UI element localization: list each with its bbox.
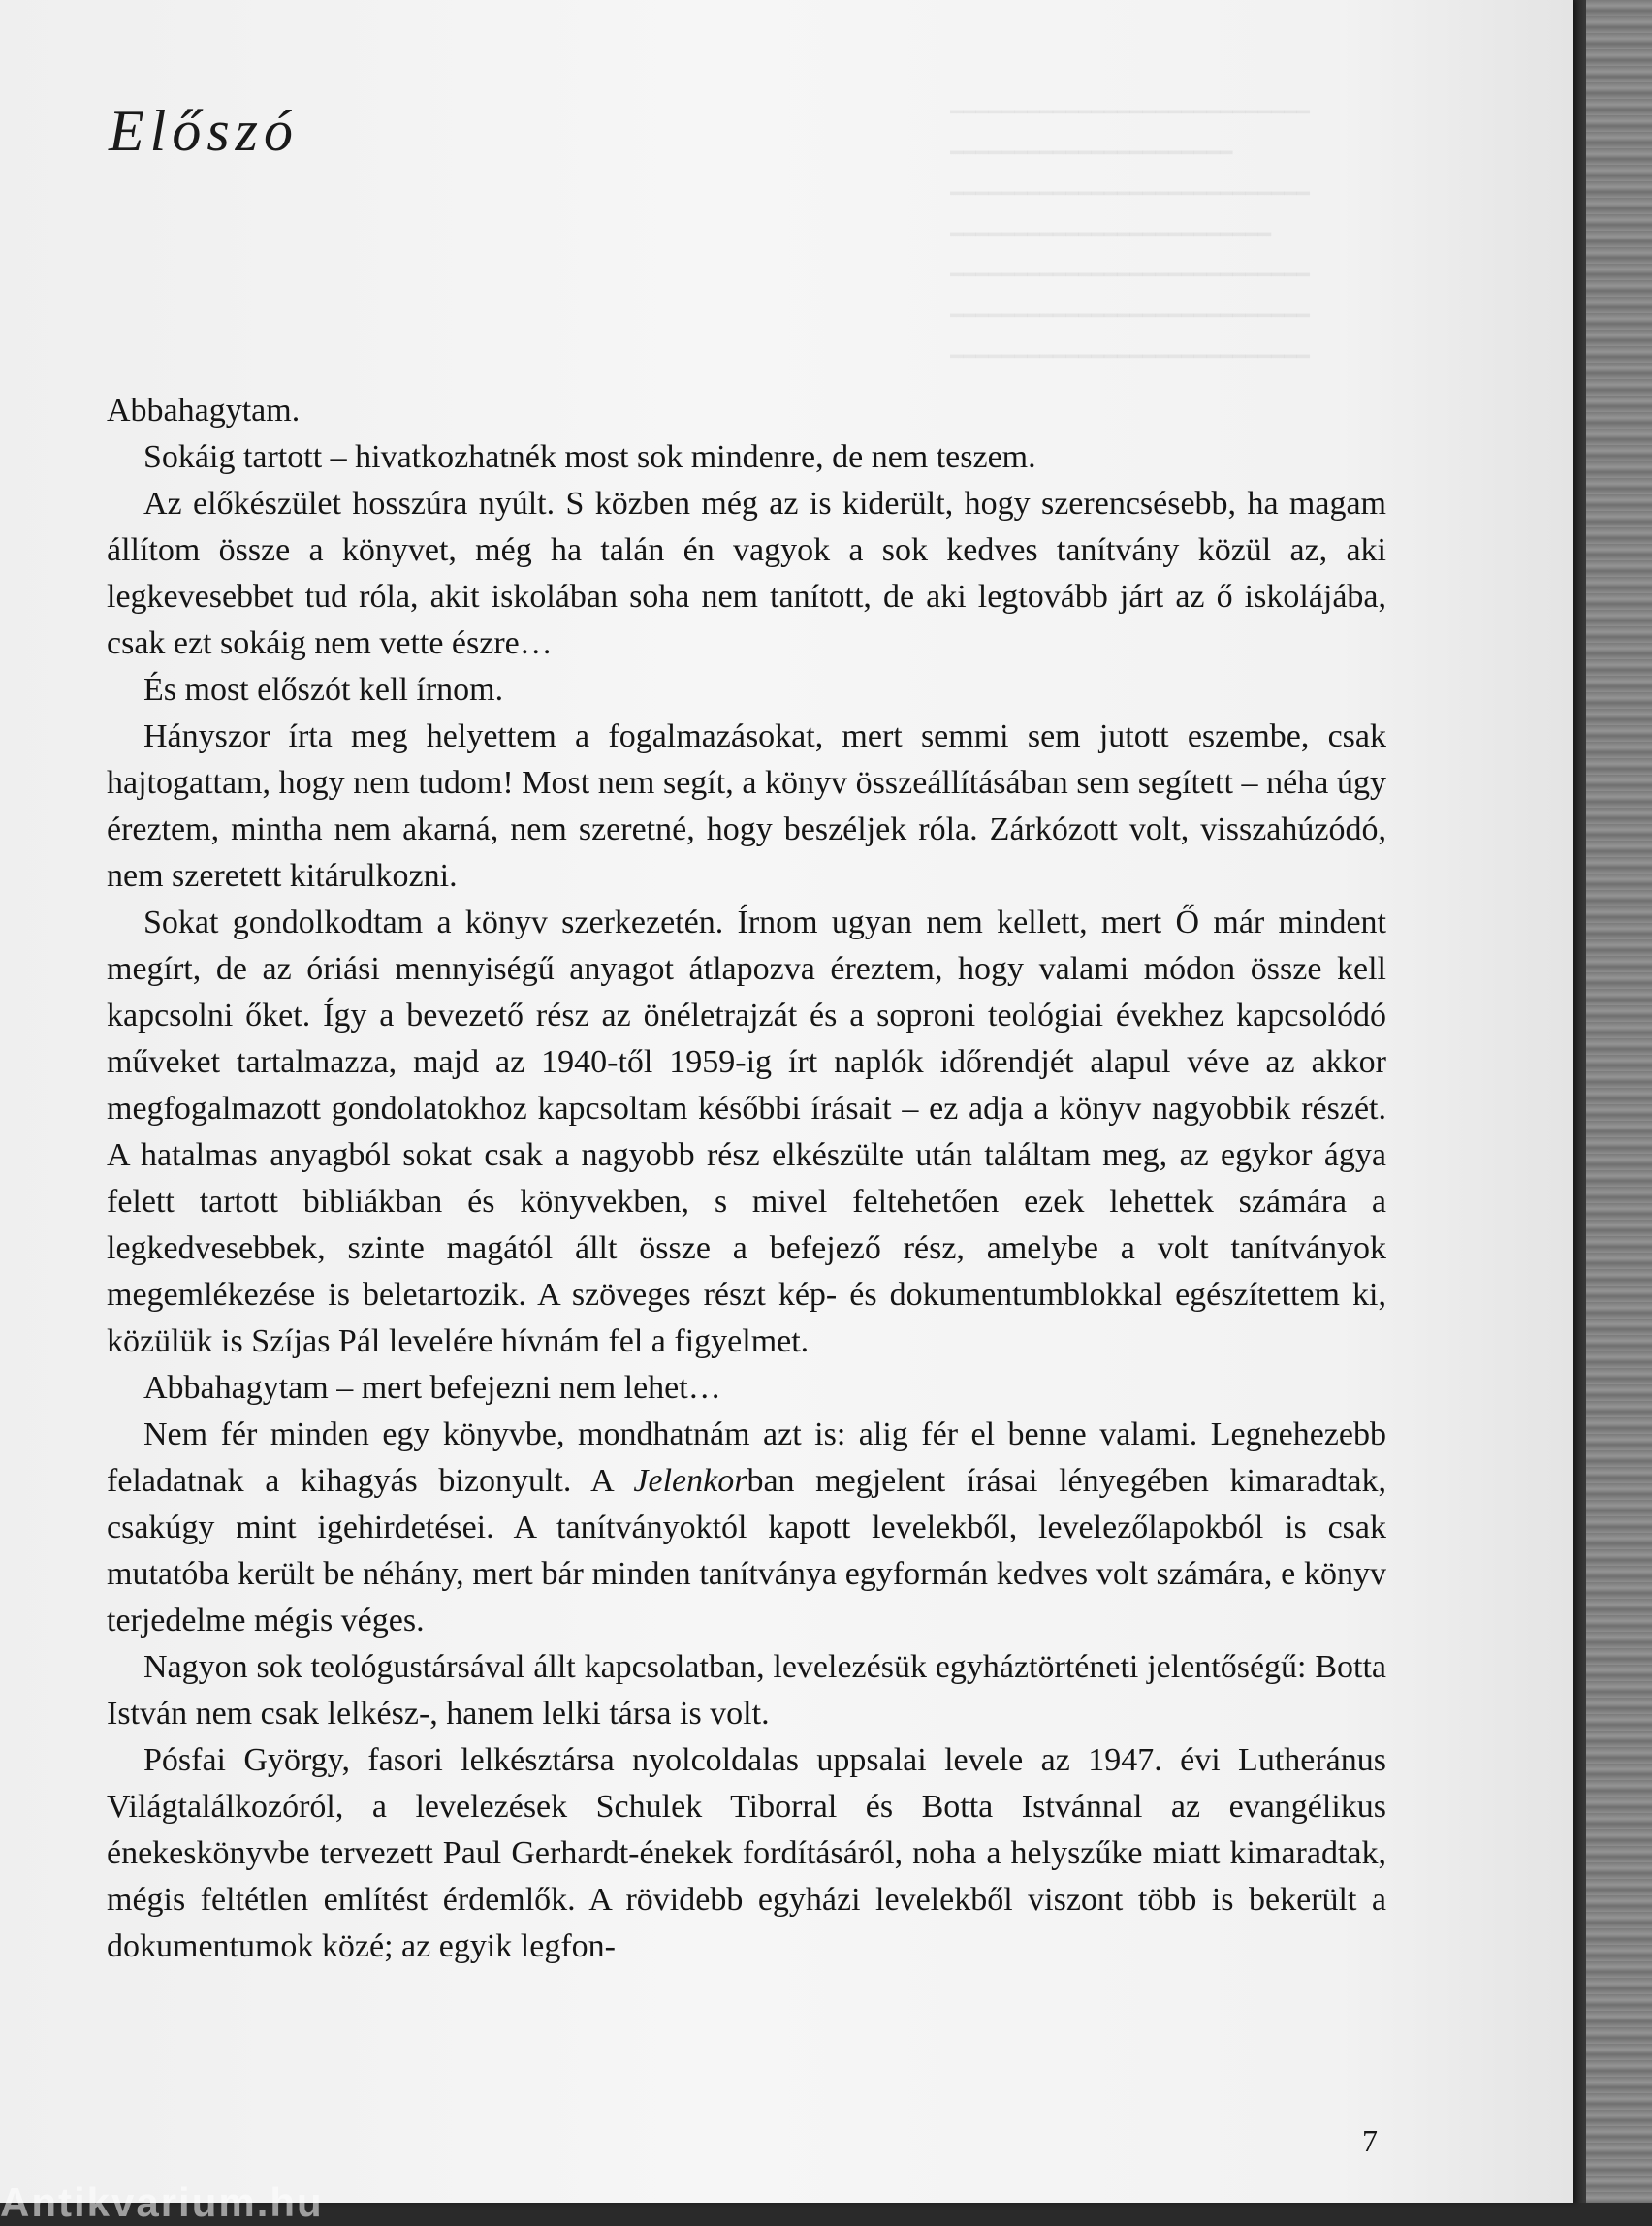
paragraph: Hányszor írta meg helyettem a fogalmazásokat, mert semmi sem jutott eszembe, csak hajtogattam, hogy nem tudom! Most nem segít, a könyv összeállításában sem segített – néha úgy éreztem, mintha nem akarná, nem szeretné, hogy beszéljek róla. Zárkózott volt, visszahúzódó, nem szeretett kitárulkozni. xyxy=(107,718,1386,894)
paragraph: Abbahagytam – mert befejezni nem lehet… xyxy=(143,1370,721,1406)
show-through-texture: ━━━━━━━━━━━━━━━━━━━━━━━━━━━━ ━━━━━━━━━━━━━━━━━━━━━━ ━━━━━━━━━━━━━━━━━━━━━━━━━━━━ ━━━━━━━━━━━━━━━━━━━━━━━━━ ━━━━━━━━━━━━━━━━━━━━━━━━━━━━ ━━━━━━━━━━━━━━━━━━━━━━━━━━━━ ━━━━━━━━━━━━━━━━━━━━━━━━━━━━ xyxy=(950,100,1310,368)
paragraph: Pósfai György, fasori lelkésztársa nyolcoldalas uppsalai levele az 1947. évi Lutheránus Világtalálkozóról, a levelezések Schulek Tiborral és Botta Istvánnal az evangélikus énekeskönyvbe tervezett Paul Gerhardt-énekek fordításáról, noha a helyszűke miatt kimaradtak, mégis feltétlen említést érdemlők. A rövidebb egyházi levelekből viszont több is bekerült a dokumentumok közé; az egyik legfon- xyxy=(107,1742,1386,1964)
periodical-title: Jelenkor xyxy=(633,1463,747,1499)
paragraph: Abbahagytam. xyxy=(107,393,301,429)
page-number: 7 xyxy=(1362,2123,1378,2158)
paragraph: Nagyon sok teológustársával állt kapcsolatban, levelezésük egyháztörténeti jelentőségű: Botta István nem csak lelkész-, hanem lelki társa is volt. xyxy=(107,1649,1386,1732)
body-text xyxy=(107,388,1386,1970)
paragraph: Nem fér minden egy könyvbe, mondhatnám azt is: alig fér el benne valami. Legnehezebb feladatnak a kihagyás bizonyult. A Jelenkorban megjelent írásai lényegében kimaradtak, csakúgy mint igehirdetései. A tanítványoktól kapott levelekből, levelezőlapokból is csak mutatóba került be néhány, mert bár minden tanítványa egyformán kedves volt számára, e könyv terjedelme mégis véges. xyxy=(107,1416,1386,1638)
next-pages-edge xyxy=(1580,0,1652,2203)
paragraph: És most előszót kell írnom. xyxy=(143,672,504,708)
paragraph: Sokáig tartott – hivatkozhatnék most sok mindenre, de nem teszem. xyxy=(143,439,1036,475)
chapter-heading: Előszó xyxy=(109,99,300,163)
paragraph: Az előkészület hosszúra nyúlt. S közben még az is kiderült, hogy szerencsésebb, ha magam állítom össze a könyvet, még ha talán én vagyok a sok kedves tanítvány közül az, aki legkevesebbet tud róla, akit iskolában soha nem tanított, de aki legtovább járt az ő iskolájába, csak ezt sokáig nem vette észre… xyxy=(107,486,1386,661)
watermark: Antikvarium.hu xyxy=(0,2179,324,2225)
paragraph: Sokat gondolkodtam a könyv szerkezetén. Írnom ugyan nem kellett, mert Ő már mindent megírt, de az óriási mennyiségű anyagot átlapozva éreztem, hogy valami módon össze kell kapcsolni őket. Így a bevezető rész az önéletrajzát és a soproni teológiai évekhez kapcsolódó műveket tartalmazza, majd az 1940-től 1959-ig írt naplók időrendjét alapul véve az akkor megfogalmazott gondolatokhoz kapcsoltam későbbi írásait – ez adja a könyv nagyobbik részét. A hatalmas anyagból sokat csak a nagyobb rész elkészülte után találtam meg, az egykor ágya felett tartott bibliákban és könyvekben, s mivel feltehetően ezek lehettek számára a legkedvesebbek, szinte magától állt össze a befejező rész, amelybe a volt tanítványok megemlékezése is beletartozik. A szöveges részt kép- és dokumentumblokkal egészítettem ki, közülük is Szíjas Pál levelére hívnám fel a figyelmet. xyxy=(107,905,1386,1359)
